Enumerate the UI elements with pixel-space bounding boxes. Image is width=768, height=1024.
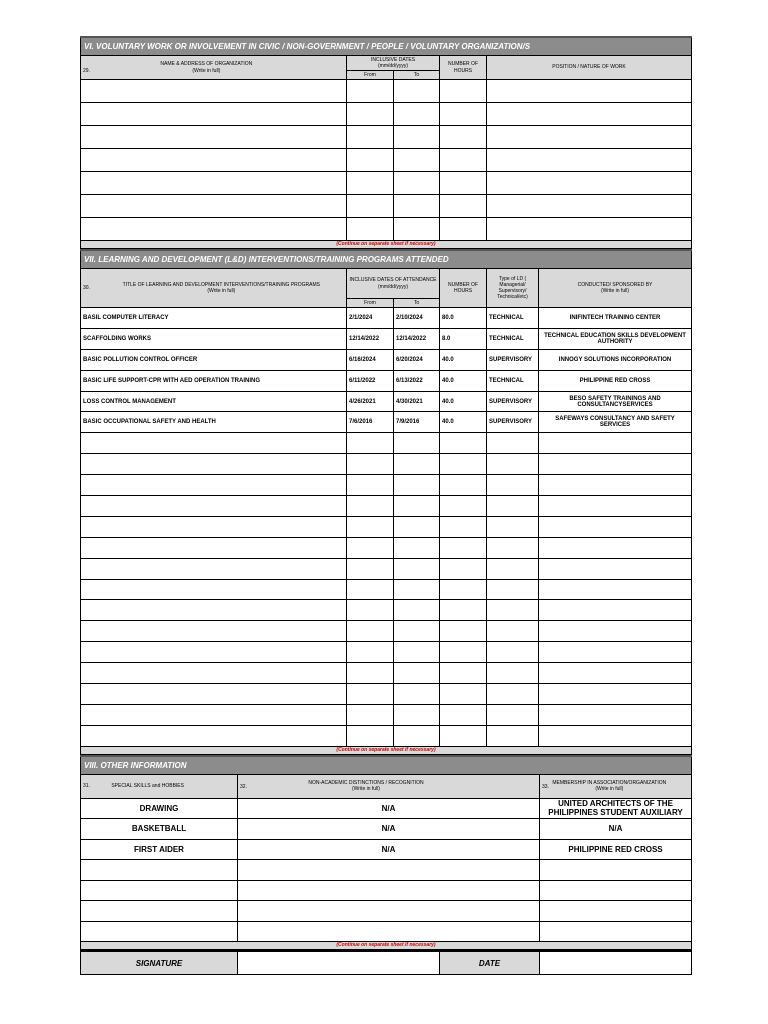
ld-title-label: TITLE OF LEARNING AND DEVELOPMENT INTERVENTIONS/TRAINING PROGRAMS bbox=[122, 281, 321, 288]
membership-header bbox=[540, 774, 692, 798]
item-number: 32. bbox=[240, 783, 247, 790]
ld-title-cell[interactable]: BASIC OCCUPATIONAL SAFETY AND HEALTH bbox=[81, 412, 347, 433]
ld-from-cell[interactable] bbox=[347, 663, 394, 684]
table-row bbox=[81, 921, 692, 942]
distinction-cell[interactable] bbox=[238, 880, 540, 901]
table-row bbox=[81, 433, 692, 454]
ld-to-cell[interactable] bbox=[394, 537, 440, 558]
table-row bbox=[81, 454, 692, 475]
from-cell[interactable] bbox=[347, 80, 394, 103]
dates-header-sub: (mm/dd/yyyy) bbox=[378, 63, 408, 69]
ld-from-cell[interactable] bbox=[347, 496, 394, 517]
ld-type-cell[interactable]: TECHNICAL bbox=[487, 370, 539, 391]
org-header-sub: (Write in full) bbox=[192, 67, 221, 74]
position-cell[interactable] bbox=[487, 103, 692, 126]
table-row bbox=[81, 880, 692, 901]
ld-to-cell[interactable] bbox=[394, 663, 440, 684]
ld-hours-cell[interactable] bbox=[440, 496, 487, 517]
ld-type-cell[interactable] bbox=[487, 475, 539, 496]
ld-hours-cell[interactable]: 40.0 bbox=[440, 349, 487, 370]
ld-sponsor-cell[interactable] bbox=[539, 600, 692, 621]
ld-hours-cell[interactable] bbox=[440, 475, 487, 496]
skill-cell[interactable]: BASKETBALL bbox=[81, 819, 238, 840]
distinction-cell[interactable]: N/A bbox=[238, 839, 540, 860]
ld-hours-cell[interactable]: 40.0 bbox=[440, 412, 487, 433]
to-cell[interactable] bbox=[394, 172, 440, 195]
membership-cell[interactable] bbox=[540, 880, 692, 901]
from-cell[interactable] bbox=[347, 103, 394, 126]
ld-type-cell[interactable]: TECHNICAL bbox=[487, 328, 539, 349]
ld-sponsor-cell[interactable] bbox=[539, 433, 692, 454]
ld-type-cell[interactable] bbox=[487, 621, 539, 642]
membership-header-sub: (Write in full) bbox=[595, 786, 624, 793]
table-row bbox=[81, 839, 692, 860]
hours-cell[interactable] bbox=[440, 80, 487, 103]
ld-title-cell[interactable] bbox=[81, 537, 347, 558]
ld-sponsor-cell[interactable] bbox=[539, 621, 692, 642]
ld-sponsor-cell[interactable] bbox=[539, 496, 692, 517]
ld-from-cell[interactable] bbox=[347, 454, 394, 475]
ld-type-cell[interactable] bbox=[487, 725, 539, 746]
skill-cell[interactable]: DRAWING bbox=[81, 798, 238, 819]
ld-title-cell[interactable]: LOSS CONTROL MANAGEMENT bbox=[81, 391, 347, 412]
org-cell[interactable] bbox=[81, 218, 347, 241]
ld-from-cell[interactable] bbox=[347, 475, 394, 496]
from-cell[interactable] bbox=[347, 126, 394, 149]
item-number: 33. bbox=[542, 783, 549, 790]
ld-from-cell[interactable]: 12/14/2022 bbox=[347, 328, 394, 349]
voluntary-hours-header: NUMBER OF HOURS bbox=[440, 56, 487, 80]
table-row bbox=[81, 798, 692, 819]
ld-hours-cell[interactable] bbox=[440, 725, 487, 746]
learning-type-header: Type of LD ( Managerial/ Supervisory/ Technical/etc) bbox=[487, 269, 539, 308]
ld-from-cell[interactable] bbox=[347, 537, 394, 558]
membership-cell[interactable]: PHILIPPINE RED CROSS bbox=[540, 839, 692, 860]
ld-hours-cell[interactable]: 40.0 bbox=[440, 370, 487, 391]
ld-sponsor-cell[interactable] bbox=[539, 558, 692, 579]
ld-title-cell[interactable] bbox=[81, 704, 347, 725]
ld-sponsor-cell[interactable] bbox=[539, 725, 692, 746]
ld-to-cell[interactable] bbox=[394, 516, 440, 537]
table-row bbox=[81, 412, 692, 433]
ld-type-cell[interactable] bbox=[487, 642, 539, 663]
ld-sponsor-cell[interactable]: PHILIPPINE RED CROSS bbox=[539, 370, 692, 391]
ld-from-cell[interactable] bbox=[347, 704, 394, 725]
ld-type-cell[interactable] bbox=[487, 516, 539, 537]
learning-continue-note: (Continue on separate sheet if necessary) bbox=[81, 746, 692, 754]
table-row bbox=[81, 126, 692, 149]
to-cell[interactable] bbox=[394, 218, 440, 241]
ld-type-cell[interactable] bbox=[487, 579, 539, 600]
ld-sponsor-cell[interactable]: BESO SAFETY TRAININGS AND CONSULTANCYSERVICES bbox=[539, 391, 692, 412]
table-row bbox=[81, 103, 692, 126]
ld-sponsor-cell[interactable] bbox=[539, 516, 692, 537]
ld-hours-cell[interactable] bbox=[440, 621, 487, 642]
membership-cell[interactable] bbox=[540, 921, 692, 942]
ld-hours-cell[interactable]: 80.0 bbox=[440, 308, 487, 329]
ld-title-cell[interactable] bbox=[81, 433, 347, 454]
table-row bbox=[81, 496, 692, 517]
membership-cell[interactable]: UNITED ARCHITECTS OF THE PHILIPPINES STUDENT AUXILIARY bbox=[540, 798, 692, 819]
ld-to-cell[interactable] bbox=[394, 558, 440, 579]
table-row bbox=[81, 370, 692, 391]
skills-header-label: SPECIAL SKILLS and HOBBIES bbox=[111, 783, 184, 790]
table-row bbox=[81, 172, 692, 195]
dates-header-label: INCLUSIVE DATES bbox=[370, 56, 416, 63]
from-cell[interactable] bbox=[347, 172, 394, 195]
ld-title-sub: (Write in full) bbox=[207, 288, 236, 294]
skill-cell[interactable] bbox=[81, 860, 238, 881]
learning-from-header: From bbox=[347, 299, 394, 308]
learning-dates-header bbox=[347, 269, 440, 299]
ld-to-cell[interactable]: 4/30/2021 bbox=[394, 391, 440, 412]
ld-from-cell[interactable]: 6/16/2024 bbox=[347, 349, 394, 370]
ld-hours-cell[interactable] bbox=[440, 579, 487, 600]
ld-title-cell[interactable] bbox=[81, 725, 347, 746]
ld-title-cell[interactable] bbox=[81, 684, 347, 705]
ld-title-cell[interactable]: BASIL COMPUTER LITERACY bbox=[81, 308, 347, 329]
other-section-title: VIII. OTHER INFORMATION bbox=[81, 756, 692, 775]
ld-hours-cell[interactable] bbox=[440, 454, 487, 475]
ld-hours-cell[interactable] bbox=[440, 704, 487, 725]
ld-to-cell[interactable] bbox=[394, 725, 440, 746]
ld-sponsor-cell[interactable] bbox=[539, 579, 692, 600]
table-row bbox=[81, 901, 692, 922]
learning-to-header: To bbox=[394, 299, 440, 308]
ld-sponsor-cell[interactable]: SAFEWAYS CONSULTANCY AND SAFETY SERVICES bbox=[539, 412, 692, 433]
table-row bbox=[81, 663, 692, 684]
voluntary-continue-note: (Continue on separate sheet if necessary) bbox=[81, 241, 692, 249]
table-row bbox=[81, 218, 692, 241]
voluntary-from-header: From bbox=[347, 71, 394, 80]
ld-sponsor-cell[interactable] bbox=[539, 704, 692, 725]
ld-to-cell[interactable] bbox=[394, 579, 440, 600]
ld-from-cell[interactable]: 7/6/2016 bbox=[347, 412, 394, 433]
membership-cell[interactable]: N/A bbox=[540, 819, 692, 840]
distinction-cell[interactable] bbox=[238, 860, 540, 881]
ld-to-cell[interactable] bbox=[394, 704, 440, 725]
ld-to-cell[interactable] bbox=[394, 454, 440, 475]
ld-sponsor-cell[interactable] bbox=[539, 454, 692, 475]
ld-to-cell[interactable] bbox=[394, 475, 440, 496]
position-cell[interactable] bbox=[487, 172, 692, 195]
ld-title-cell[interactable] bbox=[81, 621, 347, 642]
date-label: DATE bbox=[440, 951, 540, 975]
table-row bbox=[81, 704, 692, 725]
ld-to-cell[interactable] bbox=[394, 642, 440, 663]
ld-type-cell[interactable] bbox=[487, 433, 539, 454]
ld-hours-cell[interactable] bbox=[440, 516, 487, 537]
to-cell[interactable] bbox=[394, 195, 440, 218]
ld-sponsor-cell[interactable]: INNOGY SOLUTIONS INCORPORATION bbox=[539, 349, 692, 370]
ld-type-cell[interactable]: SUPERVISORY bbox=[487, 349, 539, 370]
ld-hours-cell[interactable] bbox=[440, 537, 487, 558]
ld-from-cell[interactable] bbox=[347, 516, 394, 537]
ld-hours-cell[interactable] bbox=[440, 684, 487, 705]
ld-sponsor-sub: (Write in full) bbox=[601, 288, 629, 294]
ld-hours-cell[interactable] bbox=[440, 663, 487, 684]
signature-field[interactable] bbox=[238, 951, 440, 975]
learning-hours-header: NUMBER OF HOURS bbox=[440, 269, 487, 308]
table-row bbox=[81, 391, 692, 412]
item-number: 30. bbox=[83, 285, 90, 292]
from-cell[interactable] bbox=[347, 149, 394, 172]
table-row bbox=[81, 149, 692, 172]
ld-hours-cell[interactable]: 8.0 bbox=[440, 328, 487, 349]
ld-type-cell[interactable] bbox=[487, 558, 539, 579]
item-number: 29. bbox=[83, 67, 90, 74]
ld-sponsor-cell[interactable]: INIFINTECH TRAINING CENTER bbox=[539, 308, 692, 329]
ld-from-cell[interactable] bbox=[347, 642, 394, 663]
org-cell[interactable] bbox=[81, 103, 347, 126]
item-number: 31. bbox=[83, 783, 90, 790]
ld-title-cell[interactable]: BASIC POLLUTION CONTROL OFFICER bbox=[81, 349, 347, 370]
table-row bbox=[81, 860, 692, 881]
distinction-cell[interactable]: N/A bbox=[238, 819, 540, 840]
ld-title-cell[interactable] bbox=[81, 454, 347, 475]
ld-title-cell[interactable]: BASIC LIFE SUPPORT-CPR WITH AED OPERATION TRAINING bbox=[81, 370, 347, 391]
org-cell[interactable] bbox=[81, 149, 347, 172]
ld-to-cell[interactable]: 12/14/2022 bbox=[394, 328, 440, 349]
ld-from-cell[interactable]: 4/26/2021 bbox=[347, 391, 394, 412]
distinctions-header-sub: (Write in full) bbox=[352, 786, 380, 793]
skill-cell[interactable] bbox=[81, 901, 238, 922]
ld-hours-cell[interactable] bbox=[440, 600, 487, 621]
position-cell[interactable] bbox=[487, 126, 692, 149]
ld-sponsor-cell[interactable] bbox=[539, 663, 692, 684]
signature-table bbox=[80, 950, 692, 975]
ld-from-cell[interactable]: 6/11/2022 bbox=[347, 370, 394, 391]
distinction-cell[interactable] bbox=[238, 921, 540, 942]
ld-type-cell[interactable] bbox=[487, 496, 539, 517]
ld-type-cell[interactable]: TECHNICAL bbox=[487, 308, 539, 329]
table-row bbox=[81, 725, 692, 746]
ld-type-cell[interactable] bbox=[487, 600, 539, 621]
ld-type-cell[interactable] bbox=[487, 454, 539, 475]
skills-header bbox=[81, 774, 238, 798]
signature-label: SIGNATURE bbox=[81, 951, 238, 975]
ld-dates-sub: (mm/dd/yyyy) bbox=[378, 283, 408, 290]
ld-title-cell[interactable] bbox=[81, 642, 347, 663]
hours-cell[interactable] bbox=[440, 103, 487, 126]
voluntary-section-title: VI. VOLUNTARY WORK OR INVOLVEMENT IN CIVIC / NON-GOVERNMENT / PEOPLE / VOLUNTARY ORGANIZATION/S bbox=[81, 37, 692, 56]
org-cell[interactable] bbox=[81, 126, 347, 149]
org-cell[interactable] bbox=[81, 80, 347, 103]
ld-title-cell[interactable] bbox=[81, 496, 347, 517]
ld-sponsor-cell[interactable] bbox=[539, 537, 692, 558]
voluntary-dates-header bbox=[347, 56, 440, 71]
skill-cell[interactable] bbox=[81, 921, 238, 942]
ld-sponsor-label: CONDUCTED/ SPONSORED BY bbox=[577, 281, 653, 288]
date-field[interactable] bbox=[540, 951, 692, 975]
table-row bbox=[81, 516, 692, 537]
org-cell[interactable] bbox=[81, 172, 347, 195]
ld-type-cell[interactable]: SUPERVISORY bbox=[487, 391, 539, 412]
distinctions-header-label: NON-ACADEMIC DISTINCTIONS / RECOGNITION bbox=[308, 779, 424, 786]
ld-from-cell[interactable] bbox=[347, 433, 394, 454]
other-information-table bbox=[80, 755, 692, 951]
ld-hours-cell[interactable] bbox=[440, 433, 487, 454]
position-cell[interactable] bbox=[487, 80, 692, 103]
org-cell[interactable] bbox=[81, 195, 347, 218]
table-row bbox=[81, 558, 692, 579]
ld-type-cell[interactable] bbox=[487, 704, 539, 725]
ld-to-cell[interactable]: 6/20/2024 bbox=[394, 349, 440, 370]
hours-cell[interactable] bbox=[440, 149, 487, 172]
table-row bbox=[81, 642, 692, 663]
to-cell[interactable] bbox=[394, 80, 440, 103]
position-cell[interactable] bbox=[487, 195, 692, 218]
ld-sponsor-cell[interactable] bbox=[539, 642, 692, 663]
org-header-label: NAME & ADDRESS OF ORGANIZATION bbox=[160, 61, 253, 68]
hours-cell[interactable] bbox=[440, 195, 487, 218]
hours-cell[interactable] bbox=[440, 172, 487, 195]
ld-from-cell[interactable] bbox=[347, 579, 394, 600]
membership-cell[interactable] bbox=[540, 860, 692, 881]
ld-type-cell[interactable] bbox=[487, 663, 539, 684]
hours-cell[interactable] bbox=[440, 218, 487, 241]
ld-title-cell[interactable] bbox=[81, 600, 347, 621]
distinctions-header bbox=[238, 774, 540, 798]
ld-from-cell[interactable] bbox=[347, 725, 394, 746]
distinction-cell[interactable]: N/A bbox=[238, 798, 540, 819]
ld-title-cell[interactable] bbox=[81, 663, 347, 684]
learning-sponsor-header bbox=[539, 269, 692, 308]
ld-from-cell[interactable] bbox=[347, 558, 394, 579]
learning-section-title: VII. LEARNING AND DEVELOPMENT (L&D) INTERVENTIONS/TRAINING PROGRAMS ATTENDED bbox=[81, 250, 692, 269]
ld-dates-label: INCLUSIVE DATES OF ATTENDANCE bbox=[349, 277, 437, 284]
skill-cell[interactable]: FIRST AIDER bbox=[81, 839, 238, 860]
ld-title-cell[interactable]: SCAFFOLDING WORKS bbox=[81, 328, 347, 349]
to-cell[interactable] bbox=[394, 126, 440, 149]
voluntary-work-table bbox=[80, 36, 692, 249]
ld-title-cell[interactable] bbox=[81, 558, 347, 579]
to-cell[interactable] bbox=[394, 149, 440, 172]
membership-header-label: MEMBERSHIP IN ASSOCIATION/ORGANIZATION bbox=[552, 779, 667, 786]
position-cell[interactable] bbox=[487, 149, 692, 172]
voluntary-org-header bbox=[81, 56, 347, 80]
ld-type-cell[interactable] bbox=[487, 684, 539, 705]
ld-from-cell[interactable] bbox=[347, 621, 394, 642]
pds-page bbox=[80, 36, 691, 975]
table-row bbox=[81, 537, 692, 558]
ld-to-cell[interactable] bbox=[394, 600, 440, 621]
table-row bbox=[81, 475, 692, 496]
table-row bbox=[81, 328, 692, 349]
ld-to-cell[interactable] bbox=[394, 621, 440, 642]
ld-to-cell[interactable]: 6/13/2022 bbox=[394, 370, 440, 391]
ld-sponsor-cell[interactable] bbox=[539, 475, 692, 496]
ld-type-cell[interactable]: SUPERVISORY bbox=[487, 412, 539, 433]
learning-development-table bbox=[80, 249, 692, 755]
ld-hours-cell[interactable] bbox=[440, 642, 487, 663]
ld-sponsor-cell[interactable] bbox=[539, 684, 692, 705]
table-row bbox=[81, 600, 692, 621]
table-row bbox=[81, 349, 692, 370]
ld-hours-cell[interactable] bbox=[440, 558, 487, 579]
ld-title-cell[interactable] bbox=[81, 475, 347, 496]
voluntary-position-header: POSITION / NATURE OF WORK bbox=[487, 56, 692, 80]
learning-title-header bbox=[81, 269, 347, 308]
ld-hours-cell[interactable]: 40.0 bbox=[440, 391, 487, 412]
table-row bbox=[81, 621, 692, 642]
ld-sponsor-cell[interactable]: TECHNICAL EDUCATION SKILLS DEVELOPMENT AUTHORITY bbox=[539, 328, 692, 349]
position-cell[interactable] bbox=[487, 218, 692, 241]
table-row bbox=[81, 195, 692, 218]
ld-from-cell[interactable]: 2/1/2024 bbox=[347, 308, 394, 329]
ld-to-cell[interactable]: 7/9/2016 bbox=[394, 412, 440, 433]
ld-to-cell[interactable] bbox=[394, 684, 440, 705]
table-row bbox=[81, 684, 692, 705]
table-row bbox=[81, 80, 692, 103]
ld-to-cell[interactable]: 2/10/2024 bbox=[394, 308, 440, 329]
other-continue-note: (Continue on separate sheet if necessary) bbox=[81, 942, 692, 950]
table-row bbox=[81, 308, 692, 329]
ld-type-cell[interactable] bbox=[487, 537, 539, 558]
from-cell[interactable] bbox=[347, 195, 394, 218]
voluntary-to-header: To bbox=[394, 71, 440, 80]
from-cell[interactable] bbox=[347, 218, 394, 241]
ld-from-cell[interactable] bbox=[347, 684, 394, 705]
distinction-cell[interactable] bbox=[238, 901, 540, 922]
skill-cell[interactable] bbox=[81, 880, 238, 901]
membership-cell[interactable] bbox=[540, 901, 692, 922]
hours-cell[interactable] bbox=[440, 126, 487, 149]
ld-to-cell[interactable] bbox=[394, 433, 440, 454]
ld-title-cell[interactable] bbox=[81, 516, 347, 537]
table-row bbox=[81, 579, 692, 600]
table-row bbox=[81, 819, 692, 840]
ld-title-cell[interactable] bbox=[81, 579, 347, 600]
to-cell[interactable] bbox=[394, 103, 440, 126]
ld-from-cell[interactable] bbox=[347, 600, 394, 621]
ld-to-cell[interactable] bbox=[394, 496, 440, 517]
